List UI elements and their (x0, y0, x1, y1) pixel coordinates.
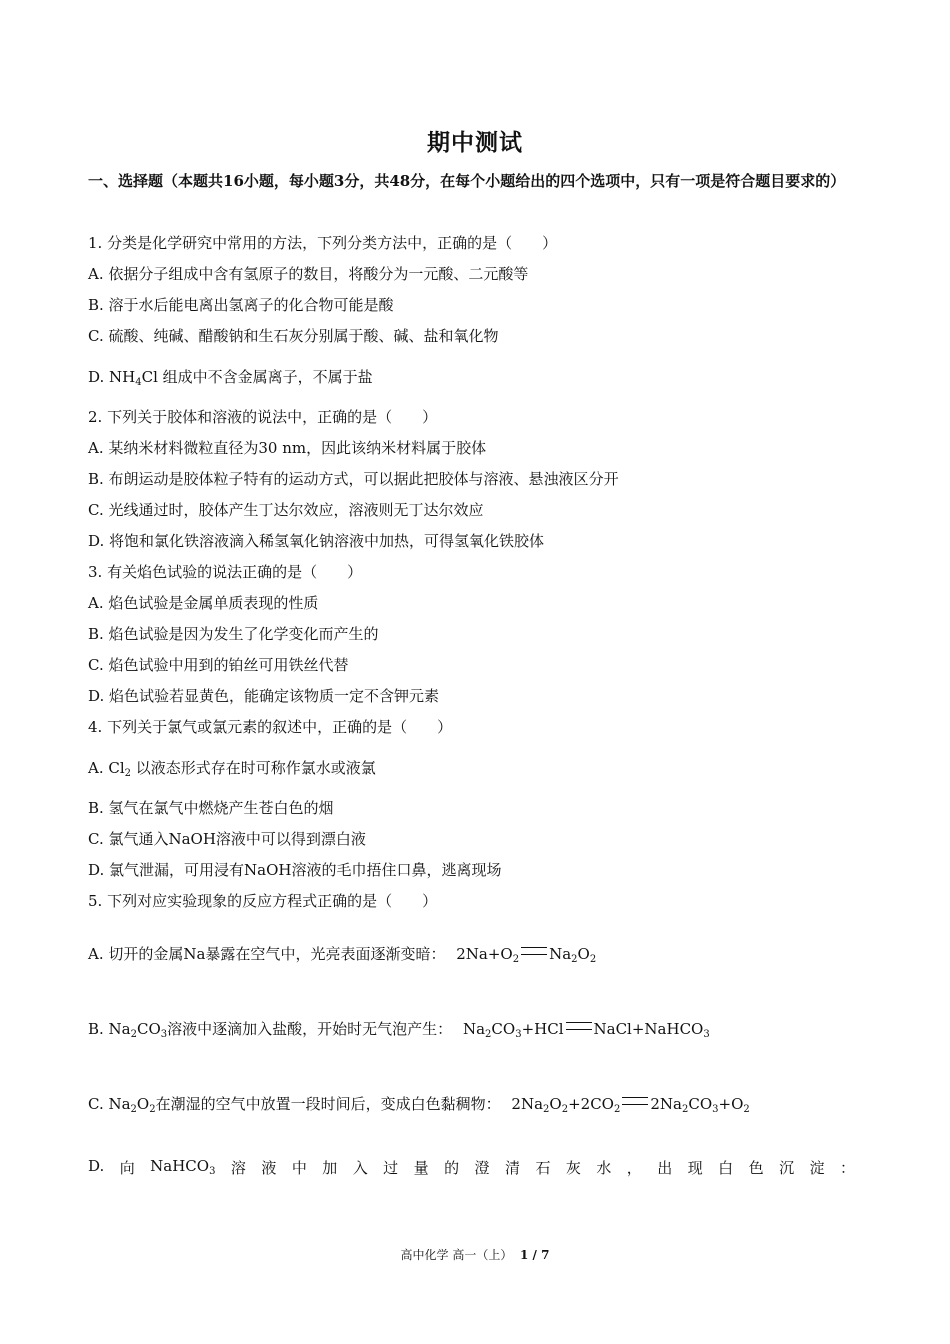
question-2-option-c: C. 光线通过时，胶体产生丁达尔效应，溶液则无丁达尔效应 (88, 501, 484, 519)
question-4-option-a: A. $Cl_2$ 以液态形式存在时可称作氯水或液氯 (88, 759, 376, 779)
footer-text: 高中化学 高一（上） (400, 1248, 513, 1262)
question-1-option-d: D. $NH_4Cl$ 组成中不含金属离子，不属于盐 (88, 368, 373, 388)
page-number: 1 / 7 (520, 1248, 550, 1262)
section-heading: 一、选择题（本题共16小题，每小题3分，共48分，在每个小题给出的四个选项中，只有一项是符合题目要求的） (88, 172, 846, 190)
question-3-option-b: B. 焰色试验是因为发生了化学变化而产生的 (88, 625, 379, 643)
question-1-option-c: C. 硫酸、纯碱、醋酸钠和生石灰分别属于酸、碱、盐和氧化物 (88, 327, 499, 345)
question-1-option-a: A. 依据分子组成中含有氢原子的数目，将酸分为一元酸、二元酸等 (88, 265, 529, 283)
page-title: 期中测试 (427, 129, 523, 156)
question-1-stem: 1. 分类是化学研究中常用的方法，下列分类方法中，正确的是（ ） (88, 234, 558, 252)
question-5-stem: 5. 下列对应实验现象的反应方程式正确的是（ ） (88, 892, 438, 910)
question-3-stem: 3. 有关焰色试验的说法正确的是（ ） (88, 563, 363, 581)
question-3-option-d: D. 焰色试验若显黄色，能确定该物质一定不含钾元素 (88, 687, 440, 705)
question-4-option-d: D. 氯气泄漏，可用浸有NaOH溶液的毛巾捂住口鼻，逃离现场 (88, 861, 502, 879)
question-4-stem: 4. 下列关于氯气或氯元素的叙述中，正确的是（ ） (88, 718, 453, 736)
question-5-option-c: C. $Na_2O_2$在潮湿的空气中放置一段时间后，变成白色黏稠物： $2Na_2O_2+2CO_2$ $2Na_2CO_3+O_2$ (88, 1095, 750, 1115)
question-3-option-c: C. 焰色试验中用到的铂丝可用铁丝代替 (88, 656, 349, 674)
question-2-option-d: D. 将饱和氯化铁溶液滴入稀氢氧化钠溶液中加热，可得氢氧化铁胶体 (88, 532, 545, 550)
question-2-option-a: A. 某纳米材料微粒直径为30 nm，因此该纳米材料属于胶体 (88, 439, 487, 457)
question-5-option-b: B. $Na_2CO_3$溶液中逐滴加入盐酸，开始时无气泡产生： $Na_2CO_3+HCl$ NaCl+NaHCO$_3$ (88, 1020, 710, 1040)
equation: $2Na_2O_2+2CO_2$ $2Na_2CO_3+O_2$ (511, 1095, 750, 1115)
page-footer (0, 1246, 950, 1263)
question-4-option-b: B. 氢气在氯气中燃烧产生苍白色的烟 (88, 799, 334, 817)
question-1-option-b: B. 溶于水后能电离出氢离子的化合物可能是酸 (88, 296, 394, 314)
question-3-option-a: A. 焰色试验是金属单质表现的性质 (88, 594, 319, 612)
question-4-option-c: C. 氯气通入NaOH溶液中可以得到漂白液 (88, 830, 366, 848)
question-2-stem: 2. 下列关于胶体和溶液的说法中，正确的是（ ） (88, 408, 438, 426)
equation: $Na_2CO_3+HCl$ NaCl+NaHCO$_3$ (462, 1020, 710, 1040)
question-2-option-b: B. 布朗运动是胶体粒子特有的运动方式，可以据此把胶体与溶液、悬浊液区分开 (88, 470, 619, 488)
equation: $2Na+O_2$ $Na_2O_2$ (456, 945, 597, 965)
question-5-option-d: D. 向 NaHCO$_3$ 溶 液 中 加 入 过 量 的 澄 清 石 灰 水 ， 出 现 白 色 沉 淀 ： (88, 1157, 855, 1177)
question-5-option-a: A. 切开的金属Na暴露在空气中，光亮表面逐渐变暗： $2Na+O_2$ $Na_2O_2$ (88, 945, 597, 965)
